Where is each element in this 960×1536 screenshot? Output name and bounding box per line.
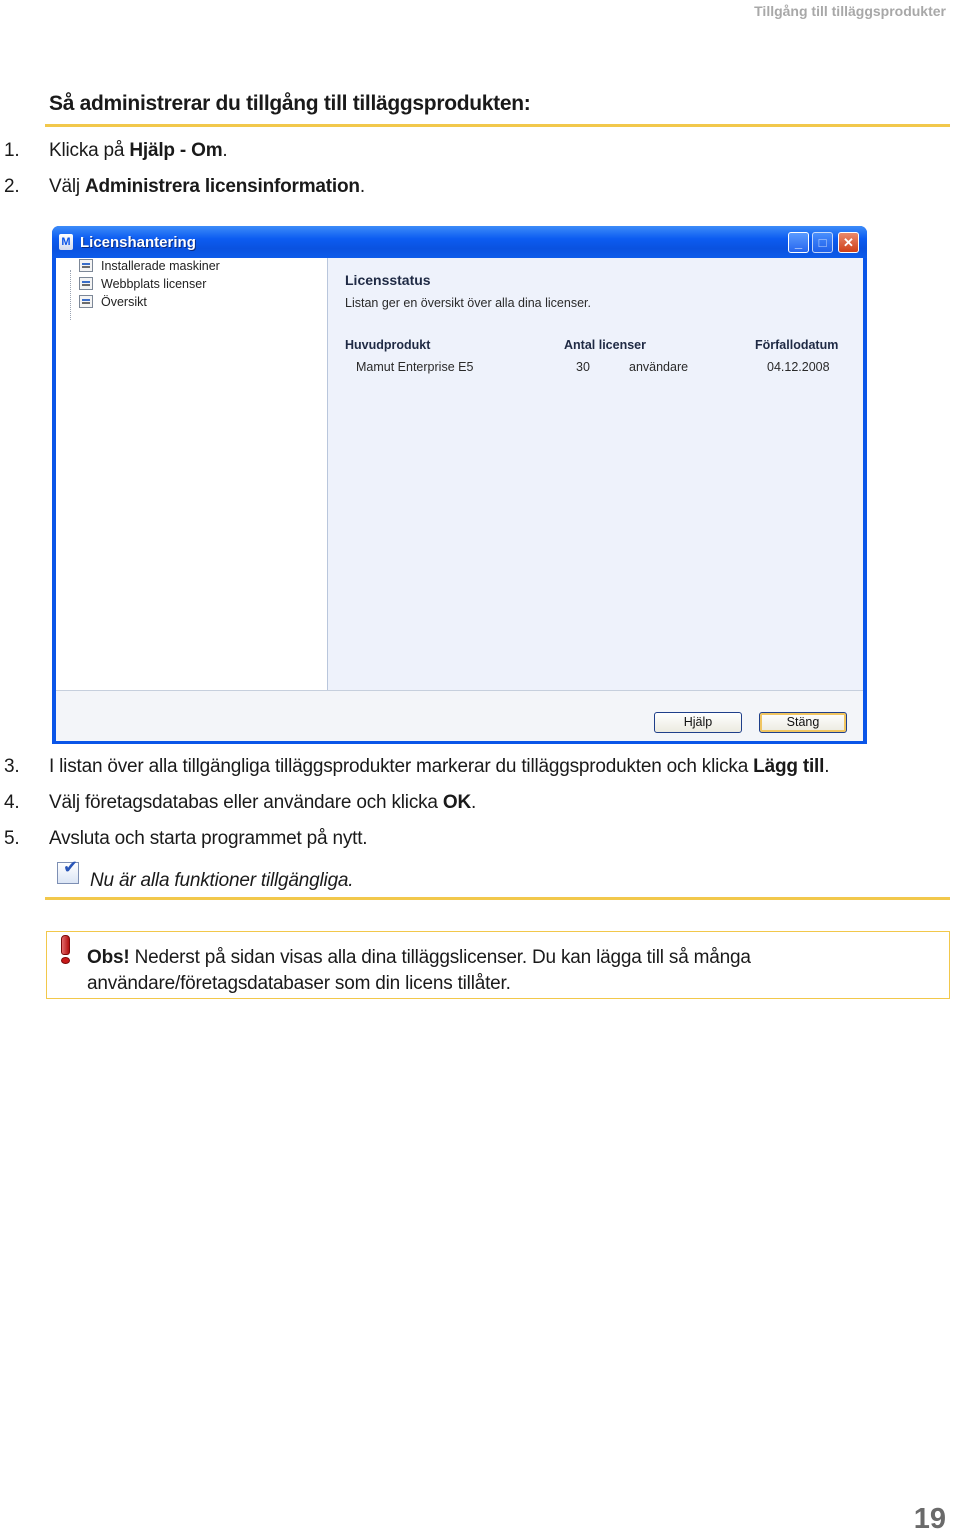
- license-dialog-window: [52, 226, 867, 744]
- step-number: 1.: [4, 140, 20, 161]
- dialog-title: Licenshantering: [80, 234, 196, 251]
- step-text: [49, 140, 227, 162]
- step-text: [49, 176, 365, 198]
- step-text-plain: Klicka på: [49, 140, 130, 161]
- obs-callout: [46, 931, 950, 999]
- step-text-bold: OK: [442, 792, 471, 813]
- tree-item-installed-machines[interactable]: [101, 259, 220, 273]
- step-number: 3.: [4, 756, 20, 777]
- heading-rule: [45, 124, 950, 127]
- tree-item-site-licenses[interactable]: [101, 277, 206, 291]
- step-text: [49, 792, 476, 814]
- dialog-client-area: [56, 258, 863, 740]
- document-icon: [79, 259, 93, 272]
- navigation-tree: [56, 258, 328, 690]
- obs-label: Obs!: [87, 947, 130, 968]
- cell-license-count: 30: [576, 360, 590, 374]
- step-text: [49, 828, 367, 850]
- dialog-titlebar[interactable]: [52, 226, 867, 258]
- step-number: 4.: [4, 792, 20, 813]
- step-text-bold: Hjälp - Om: [129, 140, 223, 161]
- dialog-button-bar: [56, 690, 863, 741]
- maximize-button[interactable]: □: [812, 232, 833, 253]
- step-text-plain: .: [470, 792, 477, 813]
- document-icon: [79, 277, 93, 290]
- cell-license-unit: användare: [629, 360, 689, 374]
- tree-item-overview[interactable]: [101, 295, 147, 309]
- step-text-plain: I listan över alla tillgängliga tilläggsprodukter markerar du tilläggsprodukten och klicka: [49, 756, 754, 777]
- cell-expiry-date: 04.12.2008: [767, 360, 830, 374]
- step-text-plain: Avsluta och starta programmet på nytt.: [49, 828, 368, 849]
- app-icon: M: [59, 234, 73, 250]
- step-text-bold: Lägg till: [753, 756, 825, 777]
- step-text-plain: .: [824, 756, 830, 777]
- warning-exclamation-icon: [59, 935, 72, 964]
- license-status-title: Licensstatus: [345, 272, 431, 288]
- obs-body: Nederst på sidan visas alla dina tilläggslicenser. Du kan lägga till så många användare/företagsdatabaser som din licens tillåter.: [87, 947, 751, 994]
- step-text-plain: .: [222, 140, 228, 161]
- page-number: 19: [913, 1503, 946, 1535]
- close-button[interactable]: Stäng: [759, 712, 847, 733]
- document-icon: [79, 295, 93, 308]
- step-number: 5.: [4, 828, 20, 849]
- step-number: 2.: [4, 176, 20, 197]
- column-header-expiry: Förfallodatum: [755, 338, 839, 352]
- section-heading: Så administrerar du tillgång till tilläggsprodukten:: [49, 92, 531, 115]
- step-text-plain: Välj: [49, 176, 85, 197]
- tree-item-label: Översikt: [101, 295, 147, 309]
- minimize-button[interactable]: _: [788, 232, 809, 253]
- step-text-plain: Välj företagsdatabas eller användare och klicka: [49, 792, 443, 813]
- column-header-licenses: Antal licenser: [564, 338, 646, 352]
- tree-connector: [70, 270, 71, 320]
- note-rule: [45, 897, 950, 900]
- license-status-panel: [328, 258, 863, 690]
- close-window-button[interactable]: ✕: [838, 232, 859, 253]
- license-status-subtitle: Listan ger en översikt över alla dina licenser.: [345, 296, 591, 310]
- step-text-bold: Administrera licensinformation: [84, 176, 360, 197]
- step-text-plain: .: [359, 176, 365, 197]
- tree-item-label: Installerade maskiner: [101, 259, 220, 273]
- running-header-title: Tillgång till tilläggsprodukter: [754, 3, 946, 19]
- help-button[interactable]: Hjälp: [654, 712, 742, 733]
- column-header-product: Huvudprodukt: [345, 338, 431, 352]
- cell-product: Mamut Enterprise E5: [356, 360, 474, 374]
- result-note: Nu är alla funktioner tillgängliga.: [90, 870, 354, 891]
- step-text: [49, 756, 829, 778]
- tree-item-label: Webbplats licenser: [101, 277, 207, 291]
- obs-text: [87, 945, 807, 997]
- checkmark-icon: [57, 862, 79, 884]
